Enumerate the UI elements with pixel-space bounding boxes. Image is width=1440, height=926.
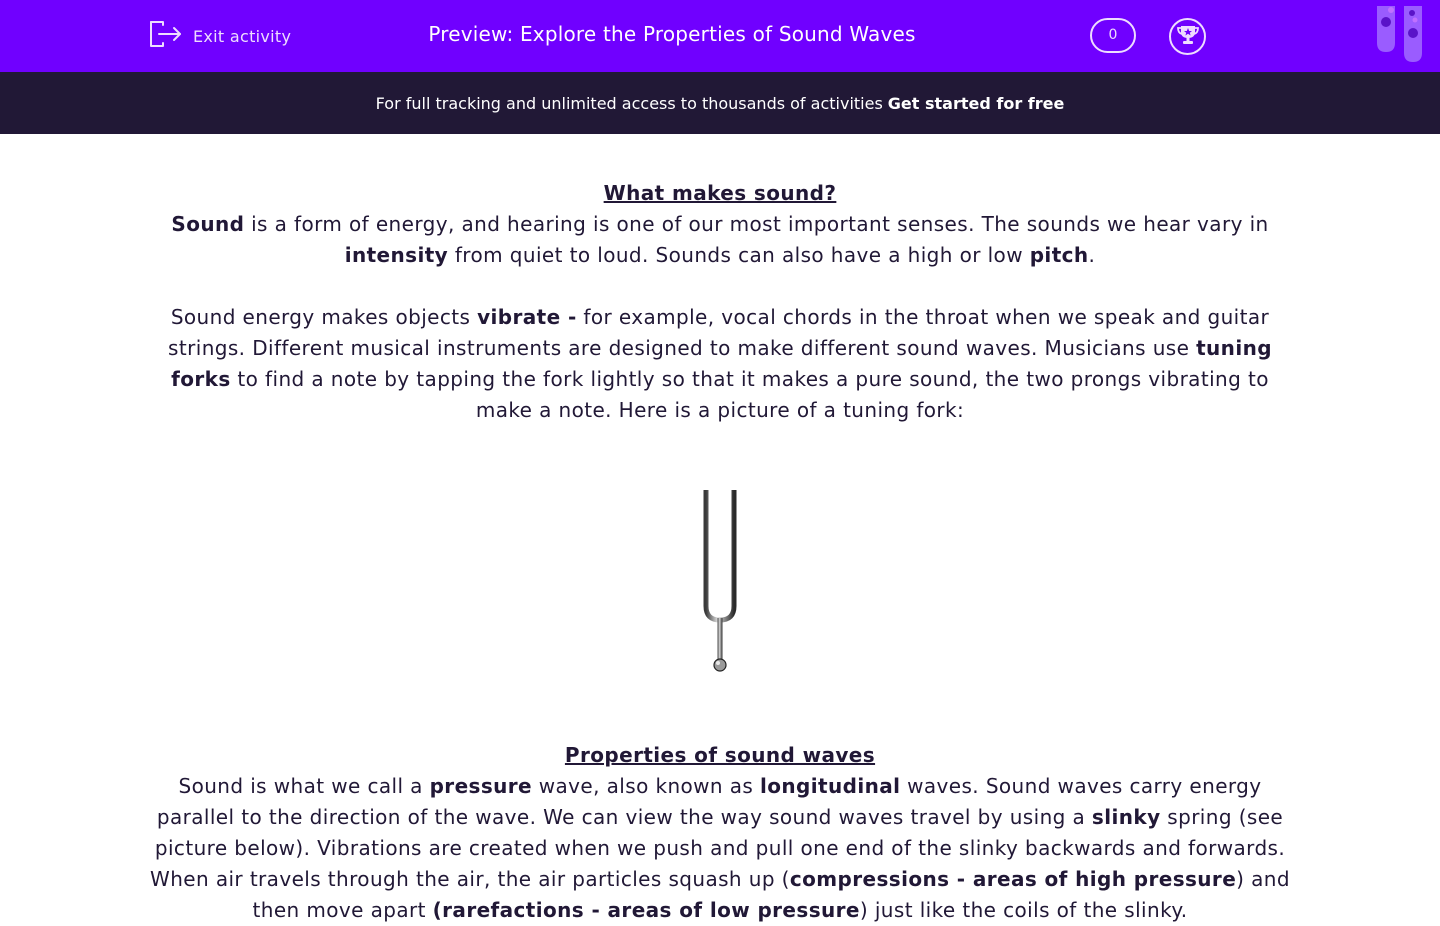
section-heading-what-makes-sound: What makes sound? (603, 181, 837, 205)
text: wave, also known as (532, 774, 760, 798)
text: for example, vocal chords in the throat when we speak and guitar strings. Different musical instruments are designed to make different sound waves. Musicians use (168, 305, 1270, 360)
intro-paragraph (150, 209, 1290, 271)
text: ) just like the coils of the slinky. (859, 898, 1188, 922)
text: spring (see picture below). Vibrations are created when we push and pull one end of the slinky backwards and forwards. When air travels through the air, the air particles squash up ( (150, 805, 1286, 891)
lesson-content (150, 178, 1290, 926)
text: . (1088, 243, 1096, 267)
exit-activity-button[interactable] (149, 20, 291, 52)
text: is a form of energy, and hearing is one of our most important senses. The sounds we hear vary in (244, 212, 1269, 236)
term-compressions: compressions - areas of high pressure (789, 867, 1237, 891)
text: to find a note by tapping the fork lightly so that it makes a pure sound, the two prongs vibrating to make a note. Here is a picture of a tuning fork: (230, 367, 1269, 422)
test-tubes-logo-icon (1374, 0, 1430, 66)
properties-paragraph (150, 771, 1290, 926)
get-started-link[interactable]: Get started for free (887, 93, 1065, 113)
term-intensity: intensity (344, 243, 449, 267)
exit-label: Exit activity (193, 26, 292, 46)
text: from quiet to loud. Sounds can also have a high or low (448, 243, 1030, 267)
promo-text: For full tracking and unlimited access to thousands of activities (375, 93, 883, 113)
tuning-fork-image (150, 426, 1290, 740)
page-title: Preview: Explore the Properties of Sound Waves (428, 22, 916, 46)
term-longitudinal: longitudinal (760, 774, 901, 798)
trophy-icon (1176, 24, 1200, 50)
text: waves. Sound waves carry energy parallel to the direction of the wave. We can view the way sound waves travel by using a (156, 774, 1262, 829)
tuning-fork-icon (700, 488, 740, 678)
term-vibrate: vibrate - (477, 305, 577, 329)
text: Sound is what we call a (178, 774, 430, 798)
term-tuning-forks: tuning forks (171, 336, 1272, 391)
term-slinky: slinky (1091, 805, 1161, 829)
promo-banner (0, 72, 1440, 134)
trophy-button[interactable] (1169, 18, 1206, 55)
term-sound: Sound (171, 212, 245, 236)
exit-icon (149, 19, 183, 53)
vibration-paragraph (150, 302, 1290, 426)
term-pitch: pitch (1029, 243, 1089, 267)
top-bar (0, 0, 1440, 72)
text: Sound energy makes objects (170, 305, 478, 329)
term-pressure: pressure (429, 774, 533, 798)
score-badge: 0 (1090, 18, 1136, 53)
section-heading-properties: Properties of sound waves (564, 743, 876, 767)
term-rarefactions: (rarefactions - areas of low pressure (432, 898, 860, 922)
text: ) and then move apart (252, 867, 1290, 922)
